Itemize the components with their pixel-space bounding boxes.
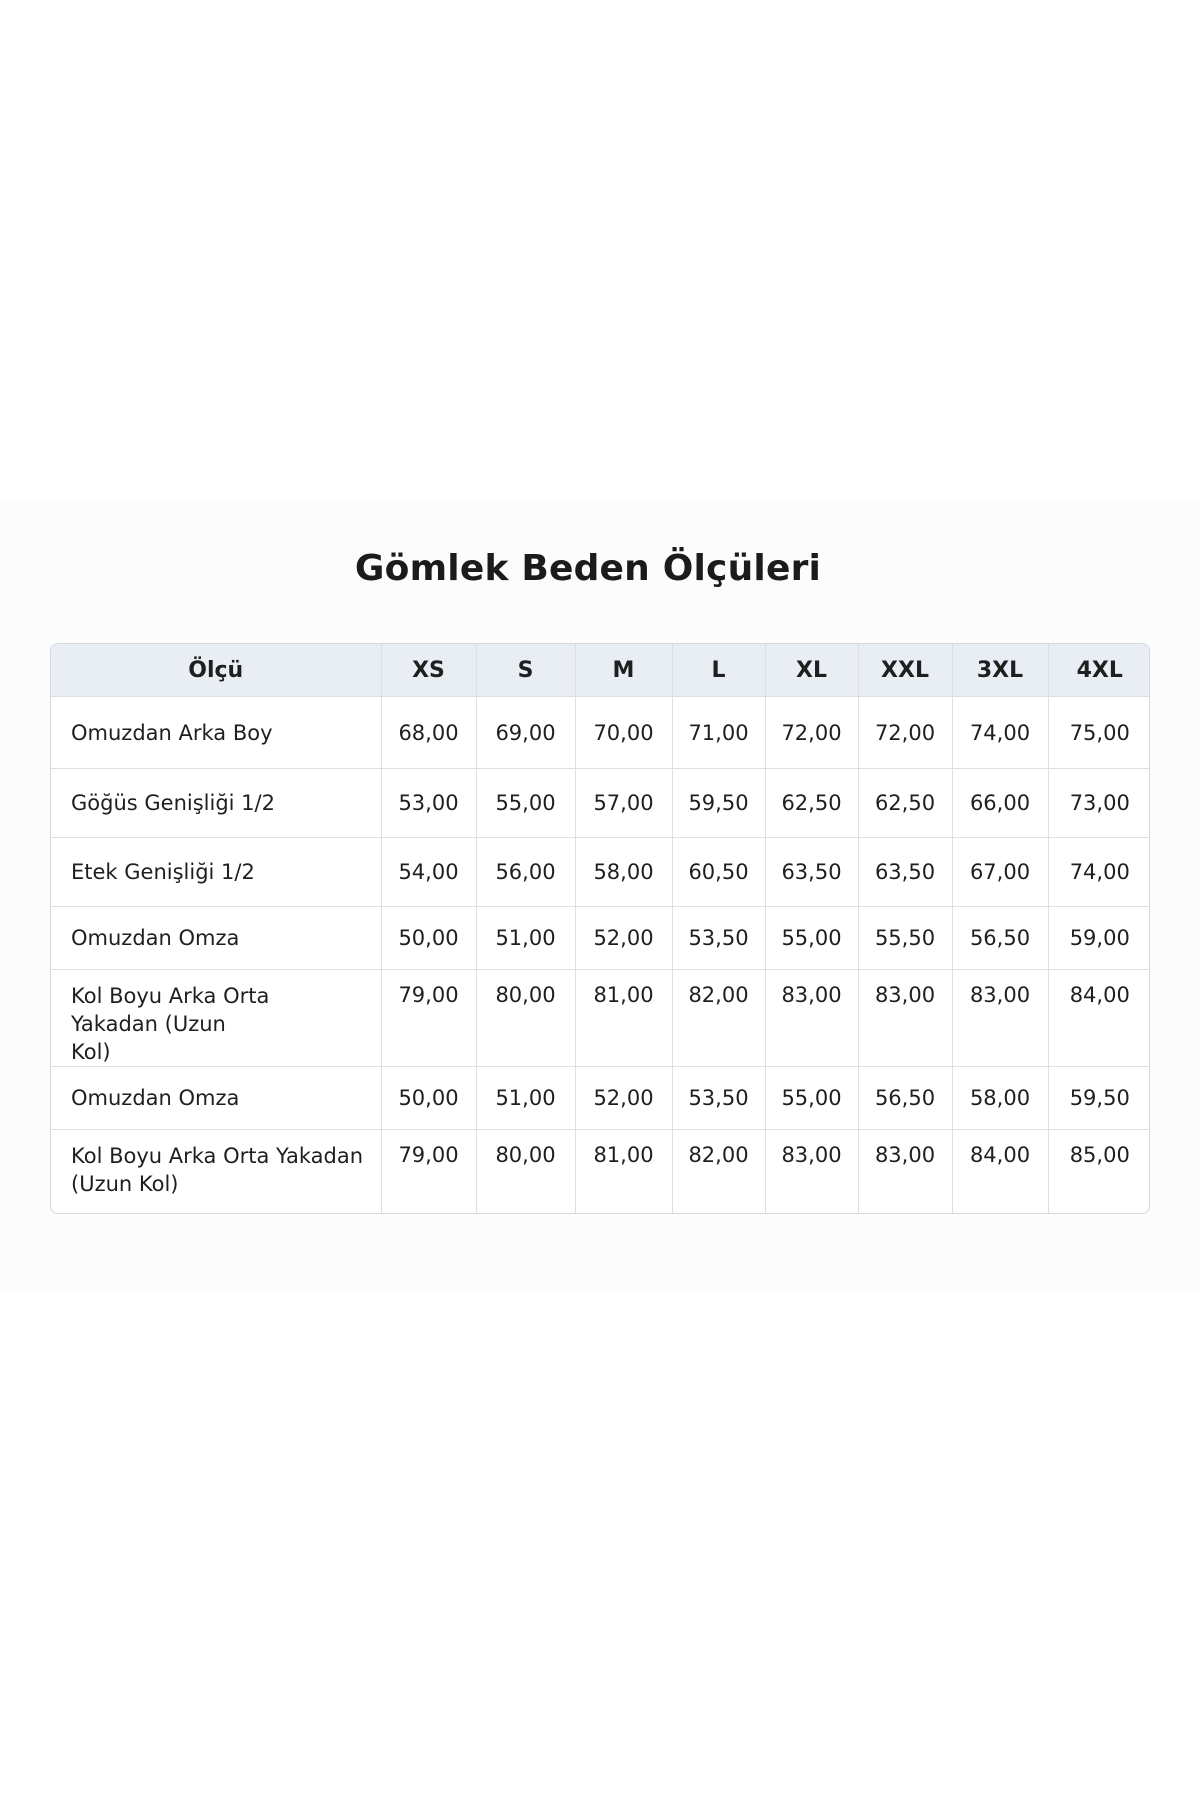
table-cell: 62,50 <box>765 769 858 838</box>
table-cell: 85,00 <box>1069 1143 1130 1167</box>
table-cell: 68,00 <box>381 697 476 769</box>
table-cell: 75,00 <box>1048 697 1150 769</box>
table-cell: 79,00 <box>381 1130 476 1213</box>
table-cell: 66,00 <box>952 769 1048 838</box>
header-measure: Ölçü <box>51 644 381 697</box>
table-row <box>51 1130 1150 1213</box>
size-chart-table <box>50 643 1150 1214</box>
table-cell: 63,50 <box>858 838 952 907</box>
page-title: Gömlek Beden Ölçüleri <box>354 548 822 589</box>
table-cell: 80,00 <box>476 1130 575 1213</box>
table-cell: 50,00 <box>381 907 476 970</box>
table-cell: 70,00 <box>575 697 672 769</box>
table-cell: 82,00 <box>672 1130 765 1213</box>
table-cell: 56,00 <box>476 838 575 907</box>
table-cell: 67,00 <box>952 838 1048 907</box>
row-label: Kol Boyu Arka Orta Yakadan (Uzun Kol) <box>51 1130 381 1213</box>
table-cell: 79,00 <box>381 970 476 1067</box>
header-size-xl: XL <box>765 644 858 697</box>
table-cell: 82,00 <box>672 970 765 1067</box>
header-size-s: S <box>476 644 575 697</box>
table-cell: 62,50 <box>858 769 952 838</box>
table-cell: 52,00 <box>575 1067 672 1130</box>
table-cell: 59,50 <box>672 769 765 838</box>
row-label: Omuzdan Omza <box>51 907 381 970</box>
row-label: Omuzdan Arka Boy <box>51 697 381 769</box>
table-cell: 57,00 <box>575 769 672 838</box>
table-cell: 83,00 <box>858 970 952 1067</box>
table-cell: 53,50 <box>672 907 765 970</box>
table-cell: 83,00 <box>765 1130 858 1213</box>
header-size-xs: XS <box>381 644 476 697</box>
table-cell: 50,00 <box>381 1067 476 1130</box>
table-cell: 69,00 <box>476 697 575 769</box>
table-cell: 53,50 <box>672 1067 765 1130</box>
table-cell: 63,50 <box>765 838 858 907</box>
table-cell: 81,00 <box>575 970 672 1067</box>
row-label: Kol Boyu Arka Orta Yakadan (Uzun Kol) <box>51 970 381 1067</box>
table-row <box>51 970 1150 1067</box>
table-cell: 59,50 <box>1048 1067 1150 1130</box>
table-cell: 72,00 <box>858 697 952 769</box>
table-cell: 83,00 <box>952 970 1048 1067</box>
table-cell: 74,00 <box>952 697 1048 769</box>
table-cell: 55,00 <box>765 1067 858 1130</box>
table-row <box>51 907 1150 970</box>
table-cell: 55,00 <box>765 907 858 970</box>
table-cell: 83,00 <box>858 1130 952 1213</box>
table-cell: 52,00 <box>575 907 672 970</box>
table-cell: 81,00 <box>575 1130 672 1213</box>
table-row <box>51 697 1150 769</box>
table-cell: 59,00 <box>1048 907 1150 970</box>
table-cell: 55,00 <box>476 769 575 838</box>
row-label: Göğüs Genişliği 1/2 <box>51 769 381 838</box>
table-row <box>51 1067 1150 1130</box>
header-size-4xl: 4XL <box>1048 644 1150 697</box>
table-cell: 58,00 <box>575 838 672 907</box>
header-size-l: L <box>672 644 765 697</box>
table-row <box>51 769 1150 838</box>
table-cell: 80,00 <box>476 970 575 1067</box>
row-label: Omuzdan Omza <box>51 1067 381 1130</box>
table-cell: 71,00 <box>672 697 765 769</box>
table-cell: 72,00 <box>765 697 858 769</box>
table-row <box>51 838 1150 907</box>
table-cell: 55,50 <box>858 907 952 970</box>
table-cell: 51,00 <box>476 1067 575 1130</box>
header-size-m: M <box>575 644 672 697</box>
row-label: Etek Genişliği 1/2 <box>51 838 381 907</box>
table-cell: 83,00 <box>765 970 858 1067</box>
table-cell: 54,00 <box>381 838 476 907</box>
table-cell: 73,00 <box>1048 769 1150 838</box>
table-cell: 56,50 <box>952 907 1048 970</box>
table-cell: 74,00 <box>1048 838 1150 907</box>
table-cell: 53,00 <box>381 769 476 838</box>
table-cell: 58,00 <box>952 1067 1048 1130</box>
header-size-3xl: 3XL <box>952 644 1048 697</box>
table-cell: 84,00 <box>1048 970 1150 1067</box>
header-row <box>51 644 1150 697</box>
table-cell: 84,00 <box>952 1130 1048 1213</box>
table-cell: 51,00 <box>476 907 575 970</box>
header-size-xxl: XXL <box>858 644 952 697</box>
size-table <box>51 644 1150 1213</box>
table-cell: 60,50 <box>672 838 765 907</box>
table-cell: 56,50 <box>858 1067 952 1130</box>
